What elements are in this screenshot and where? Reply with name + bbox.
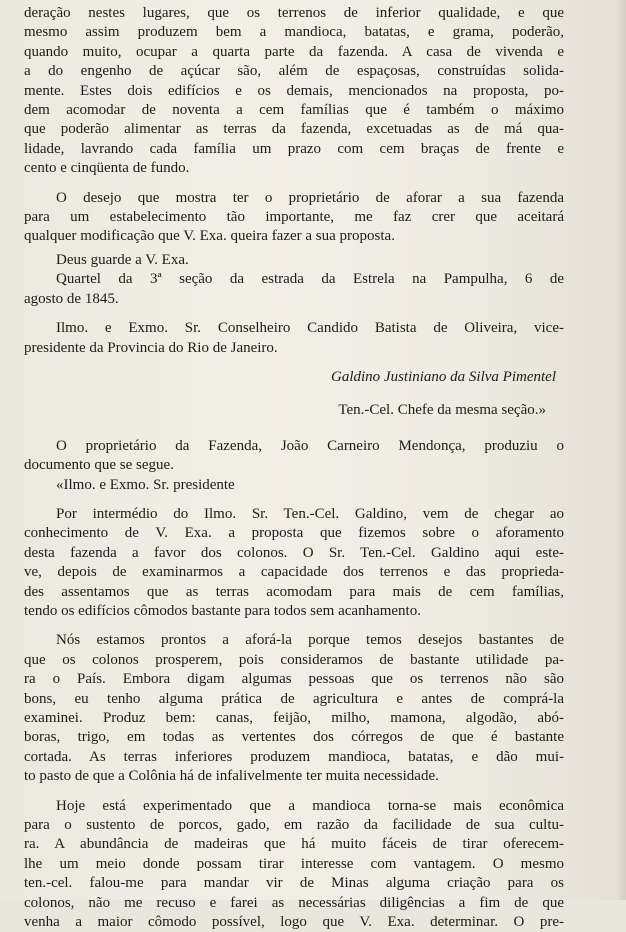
text-line: Ilmo. e Exmo. Sr. Conselheiro Candido Batista de Oliveira, vice- bbox=[56, 320, 564, 337]
text-line: que os colonos prosperem, pois consideramos de bastante utilidade pa- bbox=[24, 651, 564, 668]
signature bbox=[24, 368, 564, 387]
text-line: examinei. Produz bem: canas, feijão, milho, mamona, algodão, abó- bbox=[24, 710, 564, 726]
text-line: ra o País. Embora digam algumas pessoas que os terrenos não são bbox=[24, 671, 564, 688]
text-line: que poderão alimentar as terras da fazenda, excetuadas as de má qua- bbox=[24, 121, 564, 138]
addressee bbox=[24, 319, 564, 358]
text-line: Quartel da 3ª seção da estrada da Estrela na Pampulha, 6 de bbox=[56, 271, 564, 288]
text-line: ve, depois de examinarmos a capacidade dos terrenos e das proprieda- bbox=[24, 564, 564, 581]
document-body bbox=[24, 4, 564, 932]
greeting bbox=[24, 251, 564, 270]
paragraph-owner bbox=[24, 437, 564, 476]
text-line: venha a maior cômodo possível, logo que V. Exa. determinar. O pre- bbox=[24, 914, 564, 931]
text-line: Hoje está experimentado que a mandioca torna-se mais econômica bbox=[56, 797, 564, 814]
text-line: bons, eu tenho alguma prática de agricultura e antes de comprá-la bbox=[24, 690, 564, 707]
signature-role: Ten.-Cel. Chefe da mesma seção.» bbox=[338, 402, 546, 419]
text-line: para o sustento de porcos, gado, em razão da facilidade de sua cultu- bbox=[24, 817, 564, 834]
text-line: O proprietário da Fazenda, João Carneiro Mendonça, produziu o bbox=[56, 437, 564, 454]
text-line: deração nestes lugares, que os terrenos de inferior qualidade, e que bbox=[24, 5, 564, 21]
text-line: boras, trigo, em todas as vertentes dos córregos de que é bastante bbox=[24, 729, 564, 746]
text-line: ra. A abundância de madeiras que há muito fáceis de tirar oferecem- bbox=[24, 836, 564, 853]
paragraph-intermediary bbox=[24, 505, 564, 621]
paragraph-desire bbox=[24, 189, 564, 247]
place-date bbox=[24, 270, 564, 309]
paragraph-mandioca bbox=[24, 797, 564, 932]
text-line: conhecimento de V. Exa. a proposta que fizemos sobre o aforamento bbox=[24, 525, 564, 542]
salutation bbox=[24, 476, 564, 495]
text-line: O desejo que mostra ter o proprietário de aforar a sua fazenda bbox=[56, 189, 564, 206]
text-line: qualquer modificação que V. Exa. queira fazer a sua proposta. bbox=[24, 228, 395, 245]
text-line: desta fazenda a favor dos colonos. O Sr. Ten.-Cel. Galdino aqui este- bbox=[24, 544, 564, 561]
paragraph-continuation bbox=[24, 4, 564, 179]
text-line: quando muito, ocupar a quarta parte da fazenda. A casa de vivenda e bbox=[24, 43, 564, 60]
text-line: ten.-cel. falou-me para mandar vir de Minas alguma criação para os bbox=[24, 875, 564, 892]
text-line: agosto de 1845. bbox=[24, 290, 119, 307]
text-line: cento e cinqüenta de fundo. bbox=[24, 160, 190, 177]
text-line: lidade, lavrando cada família um prazo com cem braças de frente e bbox=[24, 140, 564, 157]
text-line: Nós estamos prontos a aforá-la porque temos desejos bastantes de bbox=[56, 632, 564, 649]
text-line: Por intermédio do Ilmo. Sr. Ten.-Cel. Galdino, vem de chegar ao bbox=[56, 505, 564, 522]
text-line: cortada. As terras inferiores produzem mandioca, batatas, e dão mui- bbox=[24, 748, 564, 765]
text-line: tendo os edifícios cômodos bastante para todos sem acanhamento. bbox=[24, 602, 421, 619]
text-line: dem acomodar de noventa a cem famílias que é também o máximo bbox=[24, 102, 564, 119]
text-line: para um estabelecimento tão importante, me faz crer que aceitará bbox=[24, 209, 564, 226]
text-line: mesmo assim produzem bem a mandioca, batatas, e grama, poderão, bbox=[24, 24, 564, 41]
text-line: presidente da Provincia do Rio de Janeiro. bbox=[24, 339, 278, 356]
text-line: documento que se segue. bbox=[24, 457, 174, 474]
text-line: a do engenho de açúcar são, além de espaçosas, construídas solida- bbox=[24, 63, 564, 80]
text-line: des assentamos que as terras acomodam para mais de cem famílias, bbox=[24, 583, 564, 600]
text-line: to pasto de que a Colônia há de infalivelmente ter muita necessidade. bbox=[24, 768, 439, 785]
page-edge-shadow bbox=[616, 0, 626, 900]
paragraph-ready bbox=[24, 631, 564, 786]
greeting-text: Deus guarde a V. Exa. bbox=[56, 251, 189, 268]
text-line: lhe um meio donde possam tirar interesse com vantagem. O mesmo bbox=[24, 855, 564, 872]
signature-title bbox=[24, 401, 564, 420]
signature-name: Galdino Justiniano da Silva Pimentel bbox=[331, 368, 556, 385]
text-line: colonos, não me recuso e farei as necessárias diligências a fim de que bbox=[24, 894, 564, 911]
salutation-text: «Ilmo. e Exmo. Sr. presidente bbox=[56, 476, 235, 493]
text-line: mente. Estes dois edifícios e os demais, mencionados na proposta, po- bbox=[24, 82, 564, 99]
